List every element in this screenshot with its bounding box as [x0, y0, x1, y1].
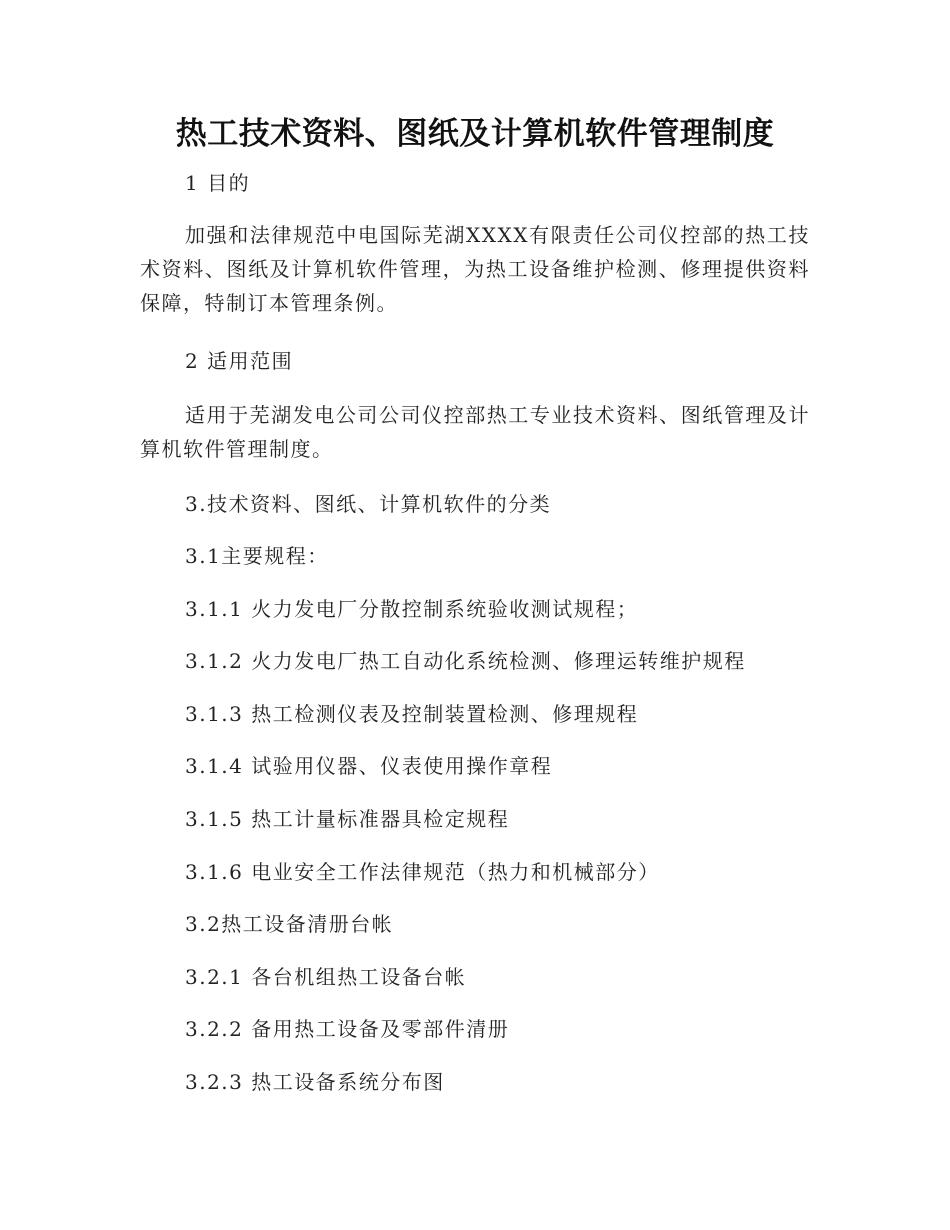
subsection-heading-regulations: 3.1主要规程： — [185, 544, 329, 568]
list-item: 3.2.3 热工设备系统分布图 — [185, 1070, 445, 1094]
list-item: 3.1.5 热工计量标准器具检定规程 — [185, 807, 510, 831]
list-item: 3.1.4 试验用仪器、仪表使用操作章程 — [185, 754, 553, 778]
paragraph-scope: 适用于芜湖发电公司公司仪控部热工专业技术资料、图纸管理及计算机软件管理制度。 — [140, 403, 810, 461]
section-heading-scope: 2 适用范围 — [185, 349, 294, 373]
list-item: 3.1.6 电业安全工作法律规范（热力和机械部分） — [185, 860, 660, 884]
section-heading-purpose: 1 目的 — [185, 171, 251, 195]
subsection-heading-ledgers: 3.2热工设备清册台帐 — [185, 912, 394, 936]
list-item: 3.1.2 火力发电厂热工自动化系统检测、修理运转维护规程 — [185, 649, 746, 673]
section-heading-classification: 3.技术资料、图纸、计算机软件的分类 — [185, 492, 552, 516]
list-item: 3.1.1 火力发电厂分散控制系统验收测试规程； — [185, 597, 639, 621]
list-item: 3.2.2 备用热工设备及零部件清册 — [185, 1017, 510, 1041]
document-title: 热工技术资料、图纸及计算机软件管理制度 — [175, 116, 775, 152]
list-item: 3.1.3 热工检测仪表及控制装置检测、修理规程 — [185, 702, 639, 726]
list-item: 3.2.1 各台机组热工设备台帐 — [185, 965, 467, 989]
paragraph-purpose: 加强和法律规范中电国际芜湖XXXX有限责任公司仪控部的热工技术资料、图纸及计算机软件管理，为热工设备维护检测、修理提供资料保障，特制订本管理条例。 — [140, 223, 810, 315]
